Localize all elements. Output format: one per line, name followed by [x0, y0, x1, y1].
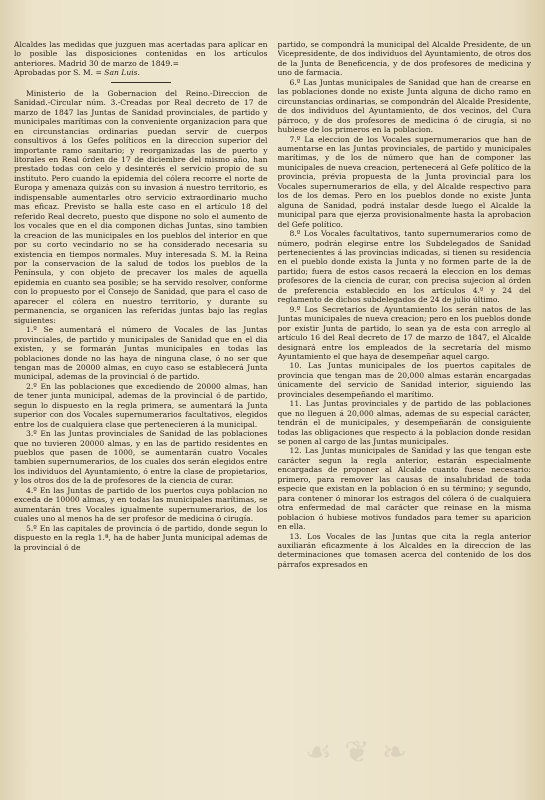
text-columns — [14, 40, 531, 792]
approval-line — [14, 68, 268, 77]
paragraph: 13. Los Vocales de las Juntas que cita la regla anterior auxiliarán eficazmente á los Alcaldes en la direccion de las determinaciones que tomasen acerca del contenido de los dos párrafos expresados en — [277, 531, 531, 569]
paragraph: Ministerio de la Gobernacion del Reino.-Direccion de Sanidad.-Circular núm. 3.-Creadas por Real decreto de 17 de marzo de 1847 las Juntas de Sanidad provinciales, de partido y municipales marítimas con la conveniente organizacion para que en circunstancias ordinarias puedan servir de cuerpos consultivos á los Gefes políticos en la direccion superior del importante ramo sanitario; y reorganizadas las de puerto y litorales en Real órden de 17 de diciembre del mismo año, han prestado todas con celo y desinterés el servicio propio de su instituto. Pero cuando la epidemia del cólera recorre el norte de Europa y amenaza quizás con su invasion á nuestro territorio, es indispensable aumentarles otro servicio extraordinario mucho mas eficaz. Previsto se halla este caso en el artículo 18 del referido Real decreto, puesto que dispone no solo el aumento de los vocales que en el dia componen dichas Juntas, sino tambien la creacion de las municipales en los pueblos del interior en que por su corto vecindario no se ha considerado necesaria su existencia en tiempos normales. Muy interesada S. M. la Reina por la conservacion de la salud de todos los pueblos de la Península, y con objeto de precaver los males de aquella epidemia en cuanto sea posible; se ha servido resolver, conforme con lo propuesto por el Consejo de Sanidad, que para el caso de aparecer el cólera en nuestro territorio, y durante su permanencia, se organicen las referidas juntas bajo las reglas siguientes: — [14, 88, 268, 325]
paragraph: 3.º En las Juntas provinciales de Sanidad de las poblaciones que no tuvieren 20000 almas, y en las de partido residentes en pueblos que pasen de 1000, se aumentarán cuatro Vocales tambien supernumerarios, de los cuales dos serán elegidos entre los individuos del Ayuntamiento, ó entre la clase de propietarios, y los otros dos de la de profesores de la ciencia de curar. — [14, 429, 268, 486]
section-divider — [111, 82, 171, 83]
approval-prefix: Aprobadas por S. M. = — [14, 68, 102, 78]
paragraph: 10. Las Juntas municipales de los puertos capitales de provincia que tengan mas de 20,000 almas estarán encargadas únicamente del servicio de Sanidad interior, siguiendo las provinciales desempeñando el marítimo. — [277, 361, 531, 399]
paragraph: 6.º Las Juntas municipales de Sanidad que han de crearse en las poblaciones donde no existe Junta alguna de dicho ramo en circunstancias ordinarias, se compondrán del Alcalde Presidente, de dos individuos del Ayuntamiento, de dos vecinos, del Cura párroco, y de dos profesores de medicina ó de cirugía, si no hubiese de los primeros en la poblacion. — [277, 77, 531, 135]
paragraph: 5.º En las capitales de provincia ó de partido, donde segun lo dispuesto en la regla 1.ª, ha de haber Junta municipal ademas de la provincial ó de — [14, 523, 268, 552]
paragraph: 12. Las Juntas municipales de Sanidad y las que tengan este carácter segun la regla anterior, estarán especialmente encargadas de proponer al Alcalde cuanto fuese necesario: primero, para remover las causas de insalubridad de toda especie que existan en la poblacion ó en su término; y segundo, para contener ó minorar los estragos del cólera ó de cualquiera otra enfermedad de mal carácter que reinase en la misma poblacion ó hubiese motivos fundados para temer su aparicion en ella. — [277, 446, 531, 532]
paragraph: 4.º En las Juntas de partido de los puertos cuya poblacion no exceda de 10000 almas, y en todas las municipales marítimas, se aumentarán tres Vocales igualmente supernumerarios, de los cuales uno al menos ha de ser profesor de medicina ó cirugía. — [14, 485, 268, 524]
paragraph: 8.º Los Vocales facultativos, tanto supernumerarios como de número, podrán elegirse entre los Subdelegados de Sanidad pertenecientes á las provincias indicadas, si tienen su residencia en el pueblo donde exista la Junta y no formen parte de la de partido; fuera de estos casos recaerá la eleccion en los demas profesores de la ciencia de curar, con precisa sujecion al órden de preferencia establecido en los artículos 4.º y 24 del reglamento de dichos subdelegados de 24 de julio último. — [277, 229, 531, 305]
left-column — [14, 40, 268, 792]
right-column — [278, 40, 532, 792]
paragraph: 2.º En las poblaciones que excediendo de 20000 almas, han de tener junta municipal, ademas de la provincial ó de partido, segun lo dispuesto en la regla primera, se aumentará la Junta superior con dos Vocales supernumerarios facultativos, elegidos entre los de cualquiera clase que pertenecieren á la municipal. — [14, 381, 268, 429]
paragraph: 11. Las Juntas provinciales y de partido de las poblaciones que no lleguen á 20,000 almas, ademas de su especial carácter, tendrán el de municipales, y desempeñarán de consiguiente todas las obligaciones que respecto á la poblacion donde residan se ponen al cargo de las Juntas municipales. — [277, 399, 531, 447]
paragraph: 7.º La eleccion de los Vocales supernumerarios que han de aumentarse en las Juntas provinciales, de partido y municipales marítimas, y de los de número que han de componer las municipales de nueva creacion, pertenecerá al Gefe político de la provincia, prévia propuesta de la Junta provincial para los Vocales supernumerarios de ella, y del Alcalde respectivo para los de los demas. Pero en los pueblos donde no existe Junta alguna de Sanidad, podrá instalar desde luego el Alcalde la municipal para que ejerza provisionalmente hasta la aprobacion del Gefe político. — [277, 134, 531, 229]
paragraph: 1.º Se aumentará el número de Vocales de las Juntas provinciales, de partido y municipales de Sanidad que en el dia existen, y se formarán Juntas municipales en todas las poblaciones donde no las haya de ninguna clase, ó no ser que tengan mas de 20000 almas, en cuyo caso se establecerá Junta municipal, ademas de la provincial ó de partido. — [14, 325, 268, 382]
paragraph: 9.º Los Secretarios de Ayuntamiento los serán natos de las Juntas municipales de nueva creacion; pero en los pueblos donde por existir Junta de partido, lo sean ya de esta con arreglo al artículo 16 del Real decreto de 17 de marzo de 1847, el Alcalde designará entre los empleados de la secretaría del mismo Ayuntamiento el que haya de desempeñar aquel cargo. — [277, 304, 531, 361]
paragraph: partido, se compondrá la municipal del Alcalde Presidente, de un Vicepresidente, de dos individuos del Ayuntamiento, de otros dos de la Junta de Beneficencia, y de dos profesores de medicina y uno de farmacia. — [277, 40, 531, 78]
faint-watermark: ☙ ❦ ❧ — [305, 735, 409, 770]
intro-paragraph: Alcaldes las medidas que juzguen mas acertadas para aplicar en lo posible las disposiciones contenidas en los artículos anteriores. Madrid 30 de marzo de 1849.= — [14, 40, 268, 68]
approval-signature: San Luis. — [104, 68, 140, 78]
